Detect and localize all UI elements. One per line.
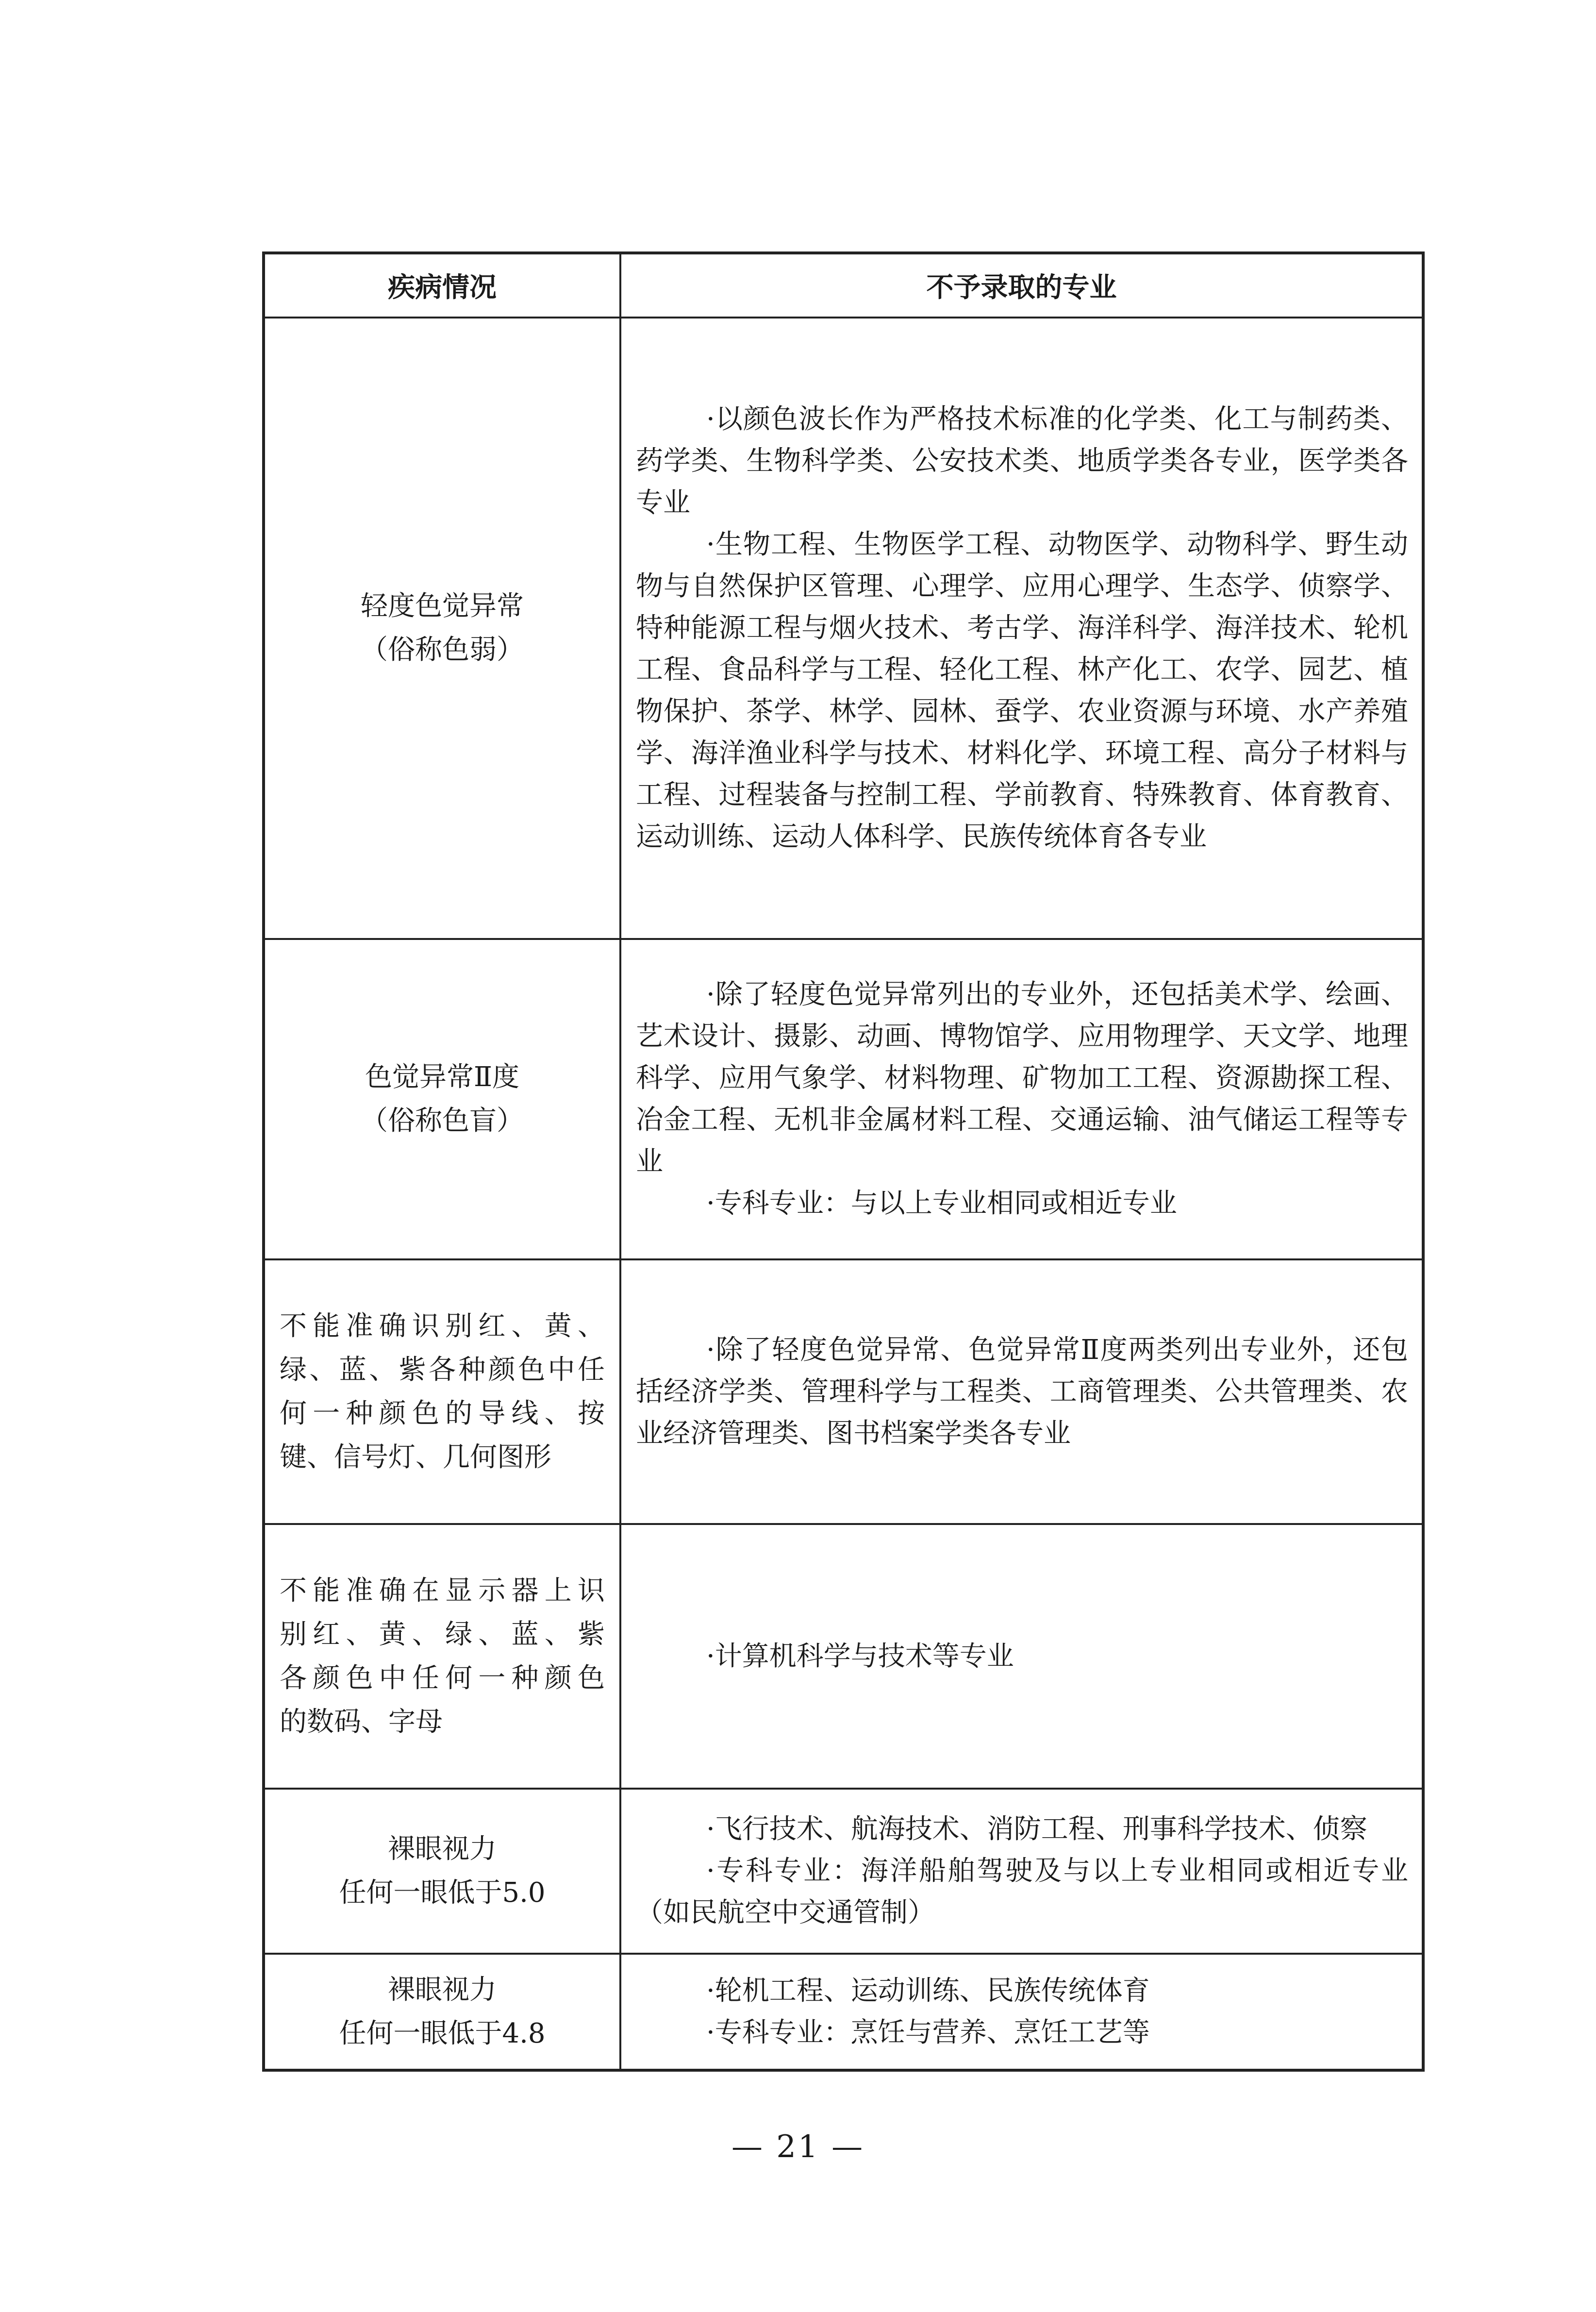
table-row xyxy=(264,939,1423,1259)
majors-cell xyxy=(620,1259,1423,1524)
condition-cell xyxy=(264,1259,620,1524)
table-row xyxy=(264,1524,1423,1789)
majors-cell xyxy=(620,1954,1423,2070)
major-item: ·除了轻度色觉异常列出的专业外，还包括美术学、绘画、艺术设计、摄影、动画、博物馆学、应用物理学、天文学、地理科学、应用气象学、材料物理、矿物加工工程、资源勘探工程、冶金工程、无机非金属材料工程、交通运输、油气储运工程等专业 xyxy=(636,979,1408,1177)
condition-line: 任何一眼低于4.8 xyxy=(339,2017,546,2049)
table-row xyxy=(264,1789,1423,1954)
header-majors: 不予录取的专业 xyxy=(620,253,1423,318)
table-header-row xyxy=(264,253,1423,318)
major-item: ·专科专业：海洋船舶驾驶及与以上专业相同或相近专业（如民航空中交通管制） xyxy=(636,1855,1408,1928)
major-item: ·计算机科学与技术等专业 xyxy=(706,1640,1014,1672)
admission-restriction-table xyxy=(262,251,1425,2072)
majors-cell xyxy=(620,318,1423,939)
condition-cell xyxy=(264,1524,620,1789)
major-item: ·飞行技术、航海技术、消防工程、刑事科学技术、侦察 xyxy=(706,1813,1367,1845)
condition-line: 别红、黄、绿、蓝、紫 xyxy=(280,1618,605,1650)
condition-line: 何一种颜色的导线、按 xyxy=(280,1397,605,1429)
page-number: — 21 — xyxy=(731,2129,865,2165)
condition-line: 裸眼视力 xyxy=(388,1833,497,1865)
condition-line: （俗称色盲） xyxy=(361,1105,524,1137)
major-item: ·专科专业：烹饪与营养、烹饪工艺等 xyxy=(706,2016,1150,2048)
condition-line: 不能准确识别红、黄、 xyxy=(280,1310,605,1342)
condition-line: 键、信号灯、几何图形 xyxy=(280,1441,551,1473)
table-row xyxy=(264,318,1423,939)
condition-cell xyxy=(264,1954,620,2070)
condition-cell xyxy=(264,1789,620,1954)
condition-line: 的数码、字母 xyxy=(280,1706,443,1738)
majors-cell xyxy=(620,1524,1423,1789)
major-item: ·以颜色波长作为严格技术标准的化学类、化工与制药类、药学类、生物科学类、公安技术类、地质学类各专业，医学类各专业 xyxy=(636,403,1408,519)
major-item: ·生物工程、生物医学工程、动物医学、动物科学、野生动物与自然保护区管理、心理学、应用心理学、生态学、侦察学、特种能源工程与烟火技术、考古学、海洋科学、海洋技术、轮机工程、食品科学与工程、轻化工程、林产化工、农学、园艺、植物保护、茶学、林学、园林、蚕学、农业资源与环境、水产养殖学、海洋渔业科学与技术、材料化学、环境工程、高分子材料与工程、过程装备与控制工程、学前教育、特殊教育、体育教育、运动训练、运动人体科学、民族传统体育各专业 xyxy=(636,529,1408,853)
majors-cell xyxy=(620,1789,1423,1954)
condition-line: 不能准确在显示器上识 xyxy=(280,1575,605,1607)
condition-line: 任何一眼低于5.0 xyxy=(339,1877,546,1909)
condition-cell xyxy=(264,318,620,939)
table-row xyxy=(264,1954,1423,2070)
major-item: ·轮机工程、运动训练、民族传统体育 xyxy=(706,1975,1150,2007)
major-item: ·专科专业：与以上专业相同或相近专业 xyxy=(706,1188,1177,1219)
condition-line: 色觉异常Ⅱ度 xyxy=(365,1061,520,1093)
majors-cell xyxy=(620,939,1423,1259)
condition-line: （俗称色弱） xyxy=(361,634,524,666)
condition-cell xyxy=(264,939,620,1259)
condition-line: 轻度色觉异常 xyxy=(361,590,524,622)
condition-line: 绿、蓝、紫各种颜色中任 xyxy=(280,1354,605,1386)
major-item: ·除了轻度色觉异常、色觉异常Ⅱ度两类列出专业外，还包括经济学类、管理科学与工程类、工商管理类、公共管理类、农业经济管理类、图书档案学类各专业 xyxy=(636,1334,1408,1449)
condition-line: 各颜色中任何一种颜色 xyxy=(280,1662,605,1694)
table-row xyxy=(264,1259,1423,1524)
header-condition: 疾病情况 xyxy=(264,253,620,318)
condition-line: 裸眼视力 xyxy=(388,1974,497,2006)
